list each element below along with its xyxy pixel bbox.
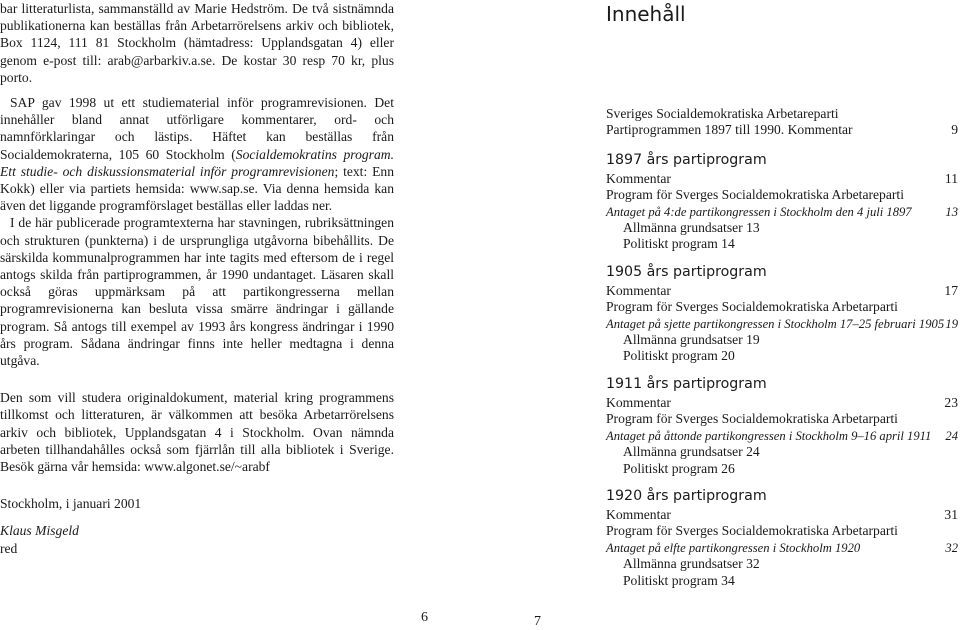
toc-section-heading: 1920 års partiprogram xyxy=(606,487,767,504)
toc-entry-label: Kommentar xyxy=(606,506,671,522)
toc-intro-row xyxy=(606,122,958,138)
toc-entry-page: 17 xyxy=(944,282,958,298)
paragraph-archive: Den som vill studera originaldokument, material kring programmens tillkomst och litteraturen, är välkommen att besöka Arbetarrörelsens arkiv och bibliotek, Upplandsgatan 4 i Stockholm. Ovan nämnda arbeten tillhandahålles också som fjärrlån till alla bibliotek i Sverige. Besök gärna vår hemsida: www.algonet.se/~arabf xyxy=(0,390,394,475)
toc-entry-antaget xyxy=(606,428,958,444)
p2-title-italic: Socialdemokratins program. Ett studie- och diskussionsmaterial inför programrevisionen xyxy=(0,146,394,179)
toc-entry-kommentar xyxy=(606,171,958,187)
signature-title: red xyxy=(0,540,18,556)
toc-entry-kommentar xyxy=(606,395,958,411)
toc-section-heading: 1911 års partiprogram xyxy=(606,375,767,392)
toc-entry-page: 31 xyxy=(944,506,958,522)
left-page xyxy=(0,0,394,557)
toc-entry-kommentar xyxy=(606,283,958,299)
toc-entry-allmanna: Allmänna grundsatser 32 xyxy=(623,556,760,572)
toc-entry-label: Antaget på 4:de partikongressen i Stockholm den 4 juli 1897 xyxy=(606,204,912,219)
toc-entry-politiskt: Politiskt program 14 xyxy=(623,236,735,252)
toc-entry-page: 11 xyxy=(944,170,958,186)
toc-entry-politiskt: Politiskt program 26 xyxy=(623,460,735,476)
toc-section xyxy=(606,263,958,365)
toc-entry-label: Antaget på åttonde partikongressen i Stockholm 9–16 april 1911 xyxy=(606,428,932,443)
toc-entry-page: 23 xyxy=(944,394,958,410)
page-number-right: 7 xyxy=(534,614,541,629)
toc-section-heading: 1905 års partiprogram xyxy=(606,263,767,280)
toc-intro xyxy=(606,106,958,139)
toc-entry-politiskt: Politiskt program 34 xyxy=(623,572,735,588)
p2-text-c: ; text: Enn Kokk) eller via partiets hemsida: www.sap.se. Via denna hemsida kan även det liggande programförslaget beställas eller laddas ner. xyxy=(0,163,394,214)
paragraph-spelling: I de här publicerade programtexterna har stavningen, rubriksättningen och strukturen (punkterna) i de ursprungliga utgåvorna bibehållits. De särskilda kommunalprogrammen har inte tagits med eftersom de i regel antogs skilda från partiprogrammen, år 1990 undantaget. Läsaren skall också göras uppmärksam på att partikongresserna mellan programrevisionerna kan besluta vissa smärre ändringar i gällande program. Så antogs till exempel av 1993 års kongress ändringar i 1990 års program. Sådana ändringar finns inte heller medtagna i denna utgåva. xyxy=(0,215,394,369)
toc-entry-antaget xyxy=(606,316,958,332)
toc-entry-page: 13 xyxy=(945,204,958,219)
toc-entry-label: Kommentar xyxy=(606,170,671,186)
toc-entry-allmanna: Allmänna grundsatser 19 xyxy=(623,332,760,348)
toc-section xyxy=(606,487,958,589)
toc-entry-antaget xyxy=(606,540,958,556)
signature-name: Klaus Misgeld xyxy=(0,523,79,539)
toc-title: Innehåll xyxy=(606,2,686,26)
toc-entry-page: 19 xyxy=(945,316,958,331)
toc-entry-antaget xyxy=(606,204,958,220)
toc-entry-allmanna: Allmänna grundsatser 24 xyxy=(623,444,760,460)
toc-intro-line1: Sveriges Socialdemokratiska Arbetareparti xyxy=(606,106,839,121)
signature xyxy=(0,522,394,539)
place-date: Stockholm, i januari 2001 xyxy=(0,496,142,512)
table-of-contents xyxy=(606,0,958,599)
paragraph-publications: bar litteraturlista, sammanställd av Marie Hedström. De två sistnämnda publikationerna kan beställas från Arbetarrörelsens arkiv och bibliotek, Box 1124, 111 81 Stockholm (hämtadress: Upplandsgatan 4) eller genom e-post till: arab@arbarkiv.a.se. De kostar 30 resp 70 kr, plus porto. xyxy=(0,1,394,85)
toc-entry-program: Program för Sverges Socialdemokratiska Arbetarparti xyxy=(606,411,898,427)
toc-entry-kommentar xyxy=(606,507,958,523)
toc-intro-line2: Partiprogrammen 1897 till 1990. Kommentar xyxy=(606,122,853,138)
p2-text-a: SAP gav 1998 ut ett studiematerial inför programrevisionen. Det innehåller bland annat utförligare kommentarer, ord- och namnförklaringar och lästips. Häftet kan beställas från Socialdemokraterna, 105 60 Stockholm ( xyxy=(0,95,394,162)
toc-entry-program: Program för Sverges Socialdemokratiska Arbetarparti xyxy=(606,523,898,539)
toc-entry-program: Program för Sverges Socialdemokratiska Arbetarparti xyxy=(606,299,898,315)
paragraph-study-material xyxy=(0,94,394,214)
toc-entry-label: Kommentar xyxy=(606,394,671,410)
toc-section-heading: 1897 års partiprogram xyxy=(606,151,767,168)
toc-entry-program: Program för Sverges Socialdemokratiska Arbetareparti xyxy=(606,187,904,203)
toc-entry-page: 32 xyxy=(945,540,958,555)
toc-entry-allmanna: Allmänna grundsatser 13 xyxy=(623,220,760,236)
toc-section xyxy=(606,375,958,477)
page-number-left: 6 xyxy=(421,610,428,625)
toc-entry-label: Antaget på elfte partikongressen i Stockholm 1920 xyxy=(606,540,861,555)
toc-entry-page: 24 xyxy=(945,428,958,443)
toc-intro-page: 9 xyxy=(951,122,958,138)
toc-entry-label: Kommentar xyxy=(606,282,671,298)
toc-entry-label: Antaget på sjette partikongressen i Stockholm 17–25 februari 1905 xyxy=(606,316,945,331)
toc-entry-politiskt: Politiskt program 20 xyxy=(623,348,735,364)
toc-section xyxy=(606,151,958,253)
